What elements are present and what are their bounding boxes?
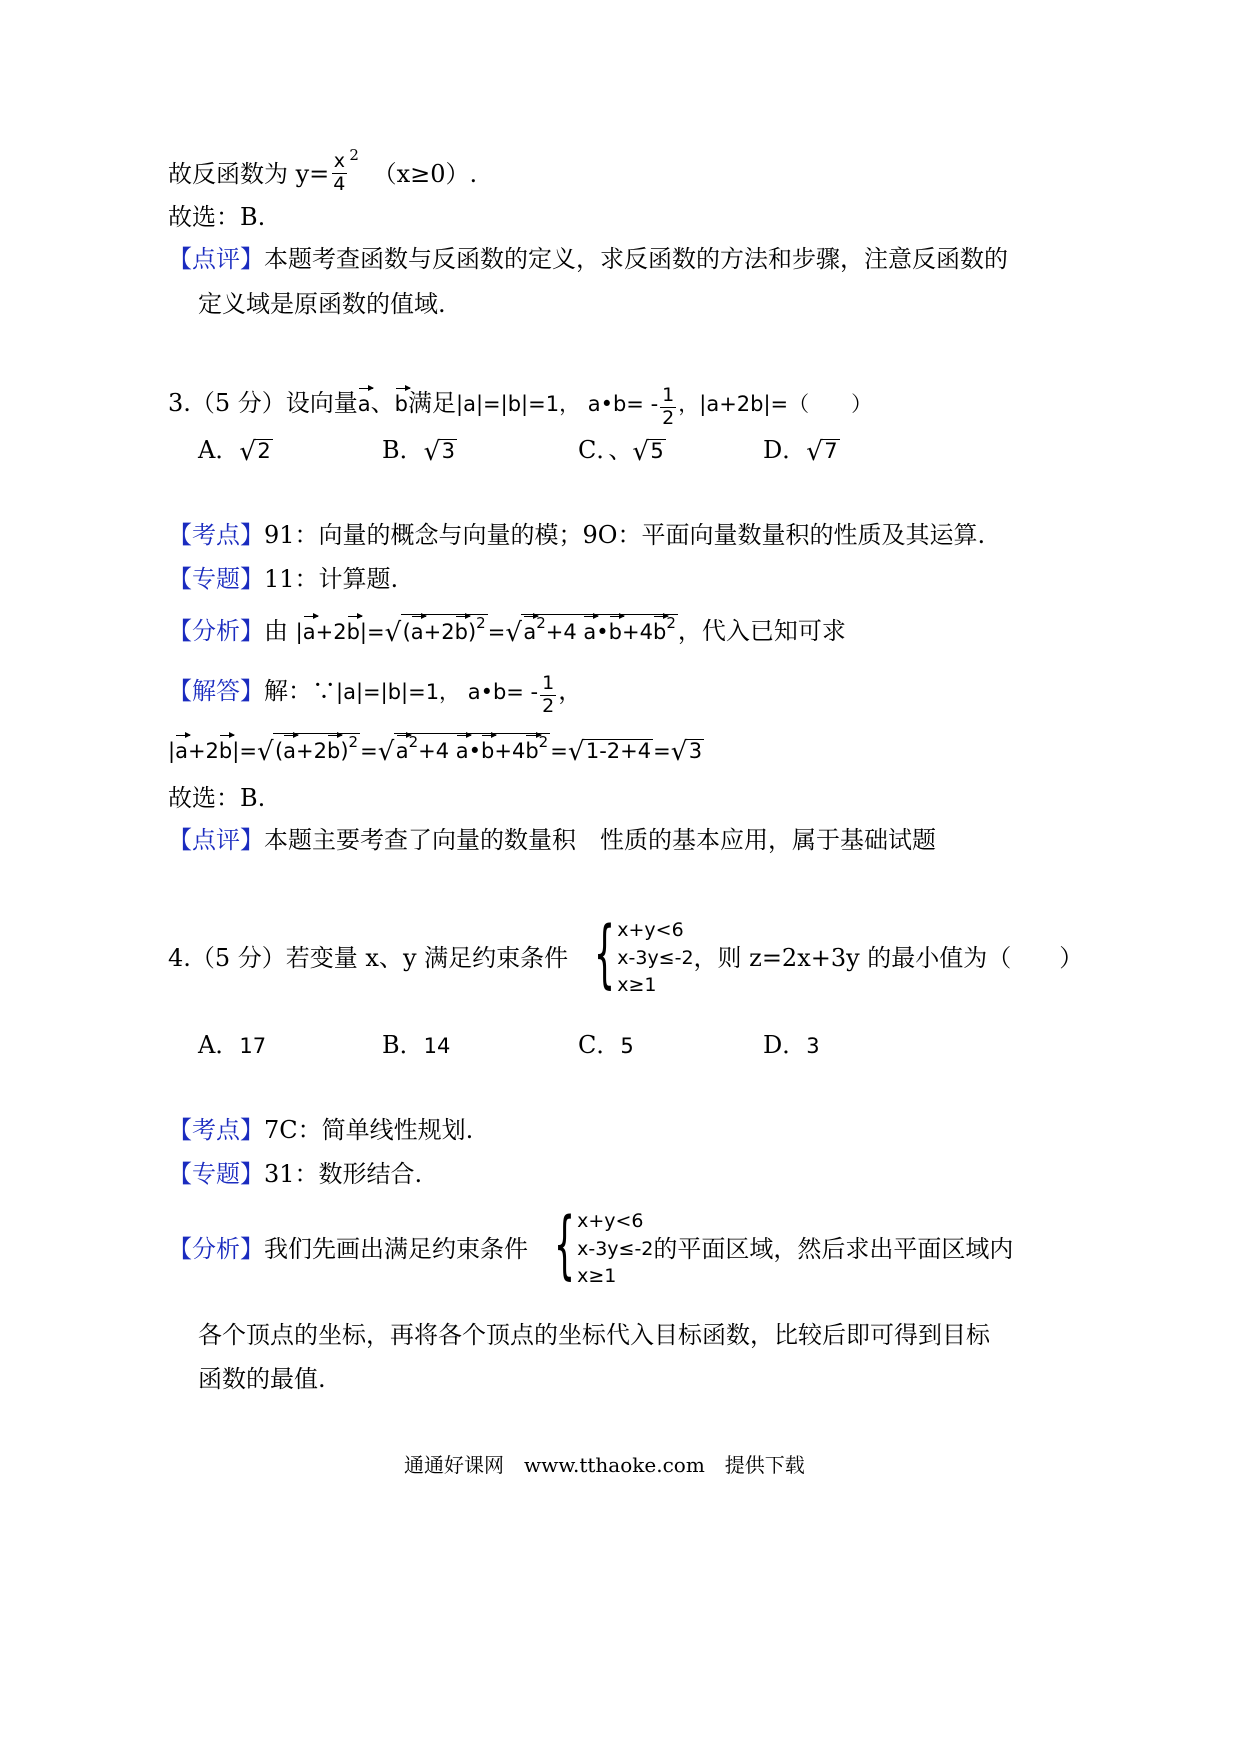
inverse-frac-num: x xyxy=(333,150,345,173)
q4-option-c-label: C． xyxy=(578,1031,621,1059)
q4-option-b-label: B． xyxy=(382,1031,424,1059)
q3-dianping-text: 本题主要考查了向量的数量积 性质的基本应用，属于基础试题 xyxy=(264,826,936,854)
q3-option-d xyxy=(763,438,840,462)
q3-jieda-cond: |a|=|b|=1， xyxy=(336,679,461,704)
q4-fenxi-constraint-2: x-3y≤-2 xyxy=(577,1237,654,1260)
q4-stem-prefix: 4.（5 分）若变量 x、y 满足约束条件 xyxy=(168,944,569,973)
q3-option-c xyxy=(578,438,666,462)
q3-zhuanti xyxy=(168,567,398,591)
q3-option-b xyxy=(382,438,457,462)
q4-option-b-value: 14 xyxy=(423,1034,451,1058)
vector-b: b xyxy=(394,391,409,416)
sqrt-icon xyxy=(241,439,272,462)
question-4-stem xyxy=(168,911,1084,1000)
q3-option-a xyxy=(198,438,273,462)
comment-1-text: 本题考查函数与反函数的定义，求反函数的方法和步骤，注意反函数的 xyxy=(264,245,1008,273)
q3-frac-num: 1 xyxy=(662,384,675,406)
q4-constraint-2: x-3y≤-2 xyxy=(617,946,694,969)
q3-jieda-dot: a•b= - xyxy=(467,679,539,704)
q3-jieda-frac-num: 1 xyxy=(542,672,555,694)
vector-a: a xyxy=(357,391,371,416)
q3-stem-prefix: 3.（5 分）设向量 xyxy=(168,388,358,417)
q3-jieda-tag: 【解答】 xyxy=(168,676,264,705)
sqrt-icon xyxy=(634,439,665,462)
q4-option-d-label: D． xyxy=(763,1031,807,1059)
q3-sep: 、 xyxy=(370,388,395,417)
q3-zhuanti-text: 11：计算题. xyxy=(264,565,399,593)
q4-fenxi-tag: 【分析】 xyxy=(168,1235,264,1264)
q3-jieda-prefix: 解：∵ xyxy=(264,676,336,705)
sqrt-icon xyxy=(426,439,457,462)
q4-option-c-value: 5 xyxy=(620,1034,634,1058)
q3-dianping xyxy=(168,828,936,852)
comment-1-cont: 定义域是原函数的值域. xyxy=(198,290,446,318)
q3-solution-formula: |a+2b|=√ $(a+2b)^2=√$ $a^2+4$ $a•b+4b^2=√$ 1-2+4=√ 3 xyxy=(168,733,704,762)
inverse-fraction xyxy=(331,151,347,196)
q4-option-a-value: 17 xyxy=(239,1034,267,1058)
q3-kaodian-text: 91：向量的概念与向量的模；9O：平面向量数量积的性质及其运算. xyxy=(264,521,986,549)
q4-fenxi xyxy=(168,1202,1014,1291)
q3-fenxi-suffix: ，代入已知可求 xyxy=(677,617,846,645)
q3-option-c-value: 5 xyxy=(650,439,664,463)
q4-kaodian xyxy=(168,1118,473,1142)
brace-icon: { xyxy=(594,911,616,997)
page-footer: 通通好课网 www.tthaoke.com 提供下载 xyxy=(404,1453,805,1477)
q3-option-b-value: 3 xyxy=(441,439,456,463)
q3-fraction xyxy=(660,385,676,430)
q4-zhuanti xyxy=(168,1162,422,1186)
q3-kaodian-tag: 【考点】 xyxy=(168,521,264,549)
q4-zhuanti-text: 31：数形结合. xyxy=(264,1160,423,1188)
q3-select: 故选：B. xyxy=(168,784,266,812)
q4-option-a xyxy=(198,1033,266,1057)
q4-constraint-1: x+y<6 xyxy=(617,919,684,941)
q3-fenxi-tag: 【分析】 xyxy=(168,617,264,645)
q3-fenxi xyxy=(168,614,846,643)
q3-fenxi-formula: |a+2b|=√ $(a+2b)^2=√$ $a^2+4$ $a•b+4b^2$ xyxy=(296,620,678,644)
q4-constraint-system xyxy=(568,911,694,1000)
inverse-function-line xyxy=(168,148,477,198)
q3-abs-cond: |a|=|b|=1， xyxy=(456,391,581,416)
q3-jieda xyxy=(168,670,582,715)
q3-option-d-label: D． xyxy=(763,436,807,464)
q4-option-d xyxy=(763,1033,820,1057)
q3-frac-den: 2 xyxy=(662,406,675,429)
q4-fenxi-prefix: 我们先画出满足约束条件 xyxy=(264,1235,528,1264)
q3-option-b-label: B． xyxy=(382,436,424,464)
q3-final-radicand: 1-2+4 xyxy=(585,739,652,763)
q4-kaodian-text: 7C：简单线性规划. xyxy=(264,1116,474,1144)
q4-option-b xyxy=(382,1033,450,1057)
q4-constraint-3: x≥1 xyxy=(617,974,657,997)
q4-fenxi-constraint-1: x+y<6 xyxy=(577,1210,644,1232)
q4-fenxi-constraint-system xyxy=(528,1202,654,1291)
q4-fenxi-suffix: 的平面区域，然后求出平面区域内 xyxy=(653,1235,1014,1264)
q4-fenxi-cont-1: 各个顶点的坐标，再将各个顶点的坐标代入目标函数，比较后即可得到目标 xyxy=(198,1321,990,1349)
q3-dot-label: a•b= - xyxy=(587,391,659,416)
q4-zhuanti-tag: 【专题】 xyxy=(168,1160,264,1188)
q3-jieda-end: ， xyxy=(558,676,583,705)
q4-fenxi-constraint-3: x≥1 xyxy=(577,1265,617,1288)
q3-option-a-label: A． xyxy=(198,436,240,464)
q4-stem-suffix: ，则 z=2x+3y 的最小值为（ ） xyxy=(693,944,1084,973)
q3-jieda-fraction xyxy=(540,673,556,718)
q4-option-c xyxy=(578,1033,634,1057)
q4-kaodian-tag: 【考点】 xyxy=(168,1116,264,1144)
select-line-1: 故选：B. xyxy=(168,203,266,231)
q3-ask: ，|a+2b|=（ ） xyxy=(678,391,873,416)
q4-option-a-label: A． xyxy=(198,1031,240,1059)
q3-option-d-value: 7 xyxy=(824,439,838,463)
comment-1 xyxy=(168,247,1008,271)
q3-option-a-value: 2 xyxy=(257,439,271,463)
q4-option-d-value: 3 xyxy=(806,1034,820,1058)
q3-jieda-frac-den: 2 xyxy=(542,694,555,717)
brace-icon: { xyxy=(553,1202,576,1288)
inverse-sup: 2 xyxy=(349,146,359,164)
q3-kaodian xyxy=(168,523,985,547)
q3-option-c-label: C．、 xyxy=(578,436,633,464)
comment-1-tag: 【点评】 xyxy=(168,245,264,273)
question-3-stem xyxy=(168,382,872,427)
q3-zhuanti-tag: 【专题】 xyxy=(168,565,264,593)
q3-fenxi-prefix: 由 xyxy=(264,617,288,645)
q3-final-result: 3 xyxy=(688,739,703,763)
sqrt-icon xyxy=(808,439,839,462)
q3-dianping-tag: 【点评】 xyxy=(168,826,264,854)
inverse-prefix: 故反函数为 y= xyxy=(168,160,330,188)
inverse-suffix: （x≥0）. xyxy=(372,160,478,188)
q3-cond-text: 满足 xyxy=(408,388,457,417)
q4-fenxi-cont-2: 函数的最值. xyxy=(198,1365,326,1393)
inverse-frac-den: 4 xyxy=(333,173,346,195)
